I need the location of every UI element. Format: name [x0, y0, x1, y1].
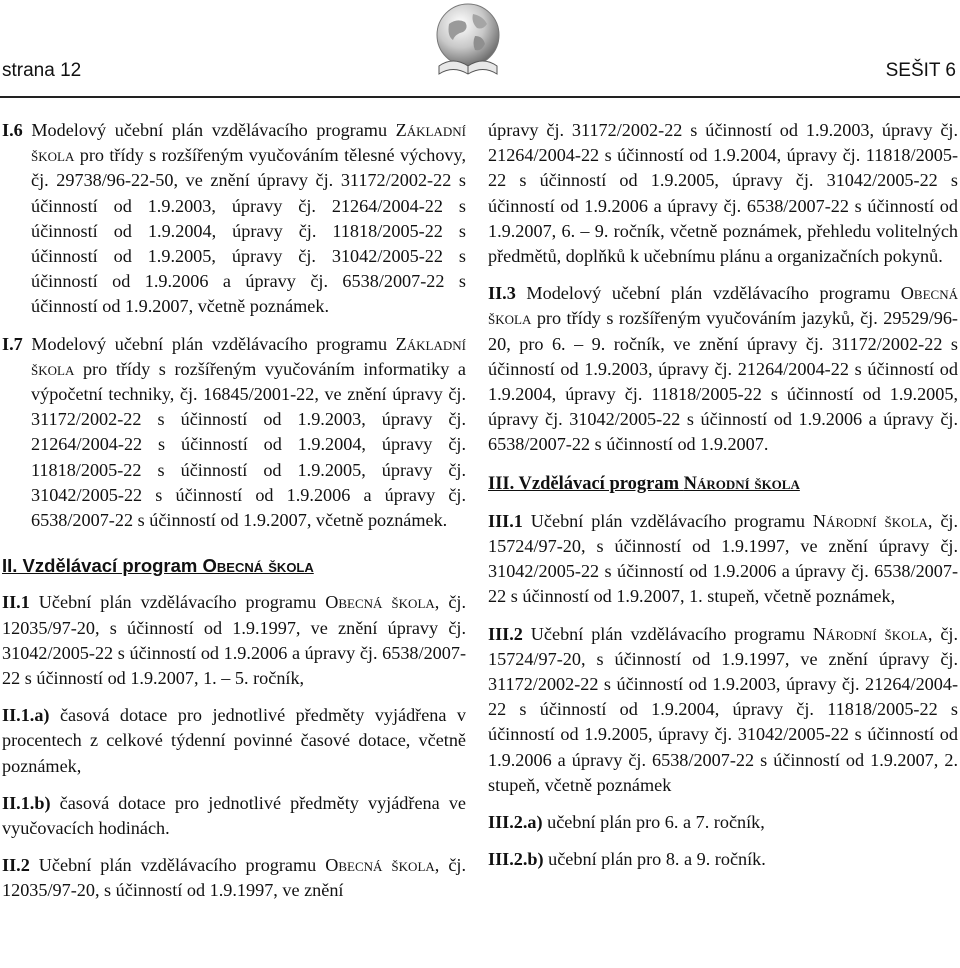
header-rule: [0, 96, 960, 98]
item-iii1: III.1 Učební plán vzdělávacího programu Národní škola, čj. 15724/97-20, s účinností od 1.9.1997, ve znění úpravy čj. 31042/2005-22 s účinností od 1.9.2006 a úpravy čj. 6538/2007-22 s účinností od 1.9.2007, 1. stupeň, včetně poznámek,: [488, 510, 958, 607]
item-i6: I.6 Modelový učební plán vzdělávacího programu Základní škola pro třídy s rozšířeným vyučováním tělesné výchovy, čj. 29738/96-22-50, ve znění úpravy čj. 31172/2002-22 s účinností od 1.9.2003, úpravy čj. 21264/2004-22 s účinností od 1.9.2004, úpravy čj. 11818/2005-22 s účinností od 1.9.2005, úpravy čj. 31042/2005-22 s účinností od 1.9.2006 a úpravy čj. 6538/2007-22 s účinností od 1.9.2007, včetně poznámek.: [2, 120, 466, 317]
item-iii2a: III.2.a) učební plán pro 6. a 7. ročník,: [488, 812, 765, 833]
globe-book-icon: [431, 0, 505, 86]
item-iii2b: III.2.b) učební plán pro 8. a 9. ročník.: [488, 849, 766, 870]
item-iii2: III.2 Učební plán vzdělávacího programu Národní škola, čj. 15724/97-20, s účinností od 1.9.1997, ve znění úpravy čj. 31172/2002-22 s účinností od 1.9.2003, úpravy čj. 21264/2004-22 s účinností od 1.9.2004, úpravy čj. 11818/2005-22 s účinností od 1.9.2005, úpravy čj. 31042/2005-22 s účinností od 1.9.2006 a úpravy čj. 6538/2007-22 s účinností od 1.9.2007, 2. stupeň, včetně poznámek: [488, 623, 958, 795]
section-heading-ii: II. Vzdělávací program Obecná škola: [2, 555, 314, 577]
item-ii1a: II.1.a) časová dotace pro jednotlivé předměty vyjádřena v procentech z celkové týdenní povinné časové dotace, včetně poznámek,: [2, 705, 466, 776]
section-heading-iii: III. Vzdělávací program Národní škola: [488, 473, 800, 494]
item-ii1b: II.1.b) časová dotace pro jednotlivé předměty vyjádřena ve vyučovacích hodinách.: [2, 792, 466, 839]
item-ii1: II.1 Učební plán vzdělávacího programu Obecná škola, čj. 12035/97-20, s účinností od 1.9.1997, ve znění úpravy čj. 31042/2005-22 s účinností od 1.9.2006 a úpravy čj. 6538/2007-22 s účinností od 1.9.2007, 1. – 5. ročník,: [2, 592, 466, 689]
left-column: [2, 118, 466, 904]
item-ii3: II.3 Modelový učební plán vzdělávacího programu Obecná škola pro třídy s rozšířeným vyučováním jazyků, čj. 29529/96-20, pro 6. – 9. ročník, ve znění úpravy čj. 31172/2002-22 s účinností od 1.9.2003, úpravy čj. 21264/2004-22 s účinností od 1.9.2004, úpravy čj. 11818/2005-22 s účinností od 1.9.2005, úpravy čj. 31042/2005-22 s účinností od 1.9.2006 a úpravy čj. 6538/2007-22 s účinností od 1.9.2007.: [488, 283, 958, 455]
item-i7: I.7 Modelový učební plán vzdělávacího programu Základní škola pro třídy s rozšířeným vyučováním informatiky a výpočetní techniky, čj. 16845/2001-22, ve znění úpravy čj. 31172/2002-22 s účinností od 1.9.2003, úpravy čj. 21264/2004-22 s účinností od 1.9.2004, úpravy čj. 11818/2005-22 s účinností od 1.9.2005, úpravy čj. 31042/2005-22 s účinností od 1.9.2006 a úpravy čj. 6538/2007-22 s účinností od 1.9.2007, včetně poznámek.: [2, 333, 466, 531]
right-column: [488, 118, 958, 872]
page-number: strana 12: [2, 60, 82, 81]
item-ii2-continued: úpravy čj. 31172/2002-22 s účinností od 1.9.2003, úpravy čj. 21264/2004-22 s účinností od 1.9.2004, úpravy čj. 11818/2005-22 s účinností od 1.9.2005, úpravy čj. 31042/2005-22 s účinností od 1.9.2006 a úpravy čj. 6538/2007-22 s účinností od 1.9.2007, 6. – 9. ročník, včetně poznámek, přehledu volitelných předmětů, doplňků k učebnímu plánu a organizačních pokynů.: [488, 120, 958, 267]
item-ii2: II.2 Učební plán vzdělávacího programu Obecná škola, čj. 12035/97-20, s účinností od 1.9.1997, ve znění: [2, 855, 466, 901]
issue-label: SEŠIT 6: [885, 60, 956, 81]
